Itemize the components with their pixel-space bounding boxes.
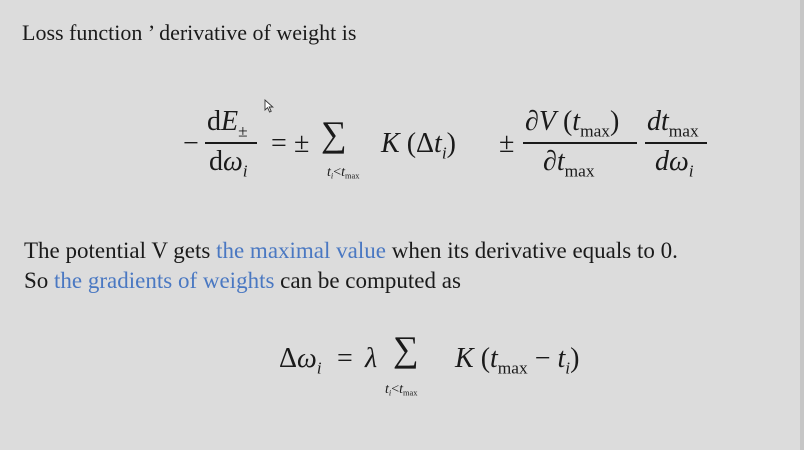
sum-symbol: ∑ — [321, 114, 347, 154]
heading: Loss function ’ derivative of weight is — [22, 20, 357, 45]
sum-limit: ti<tmax — [385, 382, 418, 398]
equals-sign: = — [337, 343, 353, 374]
kernel-term: K $(t_{max} - t_i)$ — [455, 343, 580, 378]
sum-limit: ti<tmax — [327, 165, 360, 181]
fraction-bar — [645, 142, 707, 144]
explanation-paragraph — [24, 236, 678, 296]
sum-symbol: ∑ — [393, 329, 419, 369]
plus-minus-2: ± — [499, 128, 515, 159]
leading-minus: − — [183, 128, 199, 159]
plus-minus: ± — [294, 128, 310, 159]
slide-edge — [800, 0, 804, 450]
equals-sign: = — [271, 128, 287, 159]
paragraph-line-2: So the gradients of weights can be computed as — [24, 268, 461, 293]
fraction-bar — [523, 142, 637, 144]
paragraph-line-1: The potential V gets the maximal value when its derivative equals to 0. — [24, 238, 678, 263]
equation-weight-gradient — [279, 329, 619, 403]
equation-loss-derivative: − $dE_\pm$ $d\omega_i$ = ± ∑ ti<tmax K $(\Delta t_i)$ ± ∂V $(t_{max})$ $\partial t_{max}$ $dt_{max}$ $d\omega_i$ — [183, 108, 723, 190]
kernel-term: K $(\Delta t_i)$ — [381, 128, 456, 163]
highlight-gradients: the gradients of weights — [54, 268, 275, 293]
delta-omega: $\Delta\omega_i$ — [279, 343, 322, 378]
lambda: λ — [365, 343, 378, 374]
fraction-bar — [205, 142, 257, 144]
highlight-maximal-value: the maximal value — [216, 238, 386, 263]
